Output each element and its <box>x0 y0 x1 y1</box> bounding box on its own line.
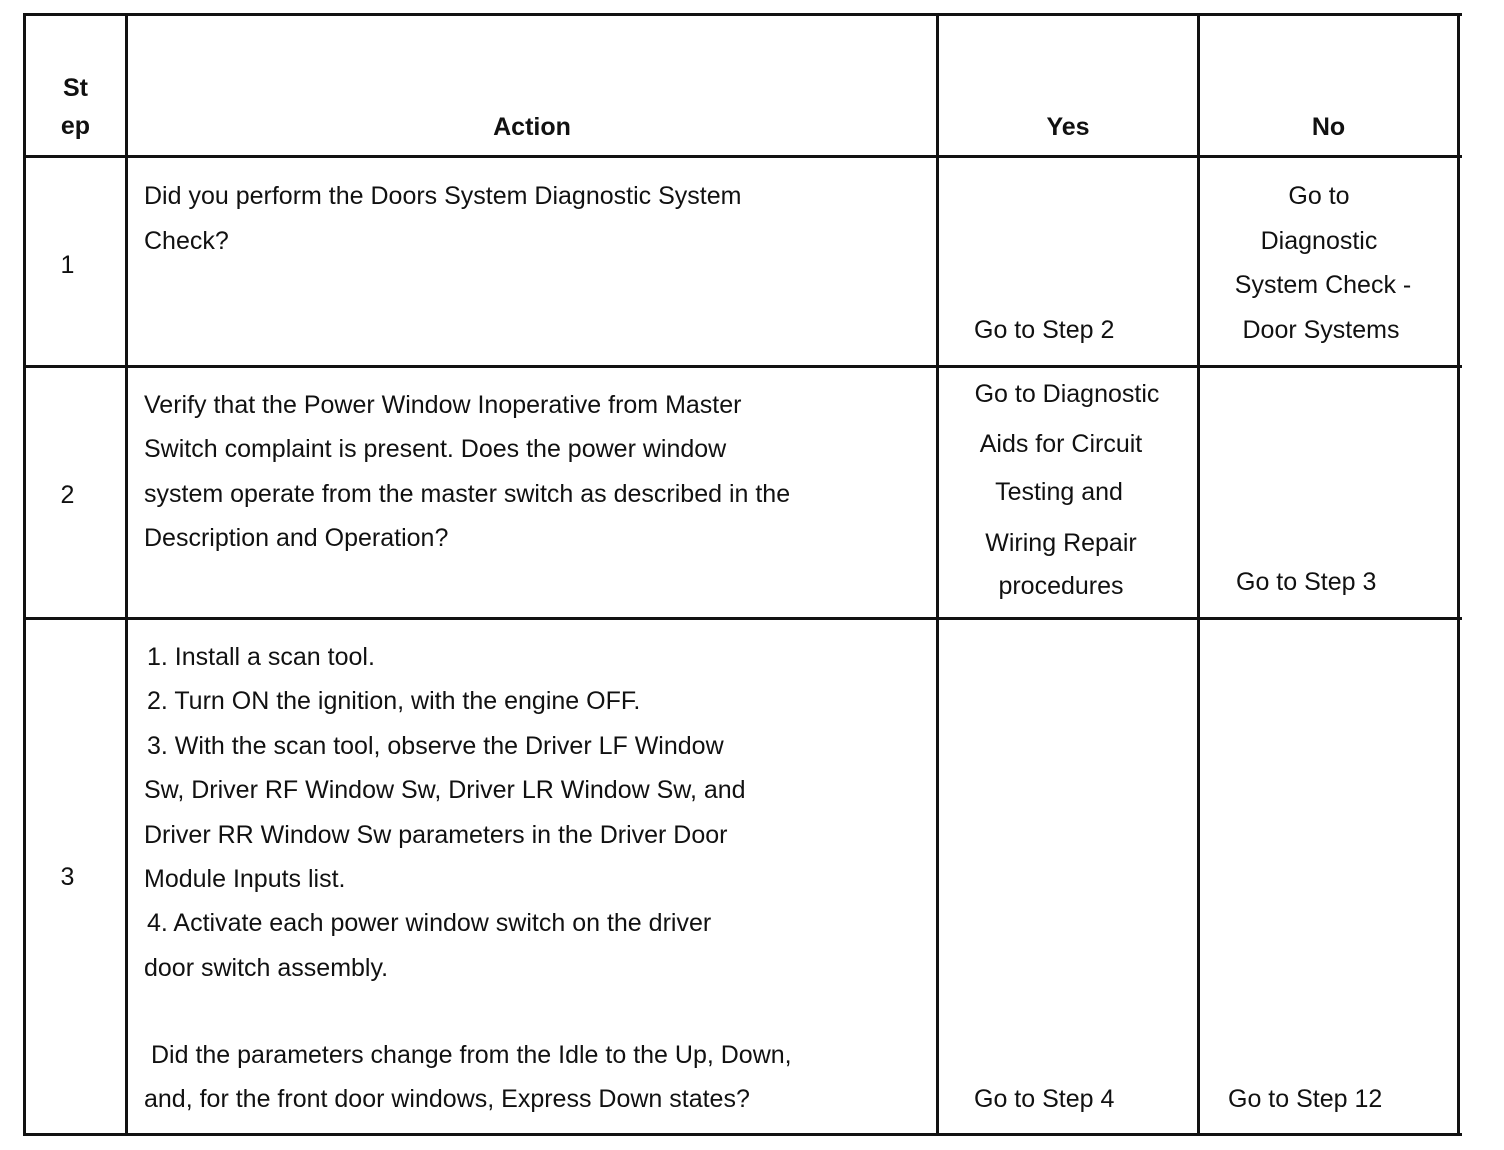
action-line: Driver RR Window Sw parameters in the Driver Door <box>144 821 728 849</box>
no-result: Go to Step 12 <box>1228 1085 1383 1113</box>
yes-result-line: Testing and <box>995 478 1123 506</box>
action-line: Verify that the Power Window Inoperative from Master <box>144 391 742 419</box>
header-divider <box>24 155 1462 158</box>
header-step <box>26 76 125 139</box>
action-line: Check? <box>144 227 229 255</box>
step-number: 1 <box>60 251 75 279</box>
table-border-top <box>24 13 1462 16</box>
no-result-line: Door Systems <box>1242 316 1400 344</box>
no-result-line: System Check - <box>1234 271 1412 299</box>
step-number: 2 <box>60 481 75 509</box>
no-result-line: Go to <box>1288 182 1350 210</box>
action-line: 2. Turn ON the ignition, with the engine OFF. <box>147 687 641 715</box>
action-line: Sw, Driver RF Window Sw, Driver LR Window Sw, and <box>144 776 746 804</box>
yes-result: Go to Step 4 <box>974 1085 1115 1113</box>
header-yes: Yes <box>1046 113 1090 141</box>
yes-result-line: Go to Diagnostic <box>974 380 1160 408</box>
no-result-line: Diagnostic <box>1260 227 1378 255</box>
action-line: door switch assembly. <box>144 954 389 982</box>
action-line: Switch complaint is present. Does the power window <box>144 435 727 463</box>
action-line: 4. Activate each power window switch on the driver <box>147 909 712 937</box>
yes-result-line: Aids for Circuit <box>979 430 1143 458</box>
table-border-bottom <box>24 1133 1462 1136</box>
yes-result-line: procedures <box>998 572 1124 600</box>
action-line: Did you perform the Doors System Diagnostic System <box>144 182 742 210</box>
column-divider <box>125 13 128 1136</box>
header-no: No <box>1311 113 1346 141</box>
table-border-right <box>1457 13 1460 1136</box>
yes-result-line: Wiring Repair <box>985 529 1137 557</box>
row-divider <box>24 617 1462 620</box>
header-action: Action <box>493 113 571 141</box>
row-divider <box>24 365 1462 368</box>
column-divider <box>1197 13 1200 1136</box>
action-line: system operate from the master switch as described in the <box>144 480 791 508</box>
step-number: 3 <box>60 863 75 891</box>
table-border-left <box>23 13 26 1136</box>
action-line: 1. Install a scan tool. <box>147 643 375 671</box>
action-line: Module Inputs list. <box>144 865 346 893</box>
action-line: and, for the front door windows, Express Down states? <box>144 1085 750 1113</box>
action-line: 3. With the scan tool, observe the Driver LF Window <box>147 732 724 760</box>
no-result: Go to Step 3 <box>1236 568 1377 596</box>
header-step-line: St <box>63 74 88 102</box>
action-line: Description and Operation? <box>144 524 449 552</box>
header-step-line: ep <box>60 112 91 140</box>
action-line: Did the parameters change from the Idle to the Up, Down, <box>151 1041 792 1069</box>
yes-result: Go to Step 2 <box>974 316 1115 344</box>
